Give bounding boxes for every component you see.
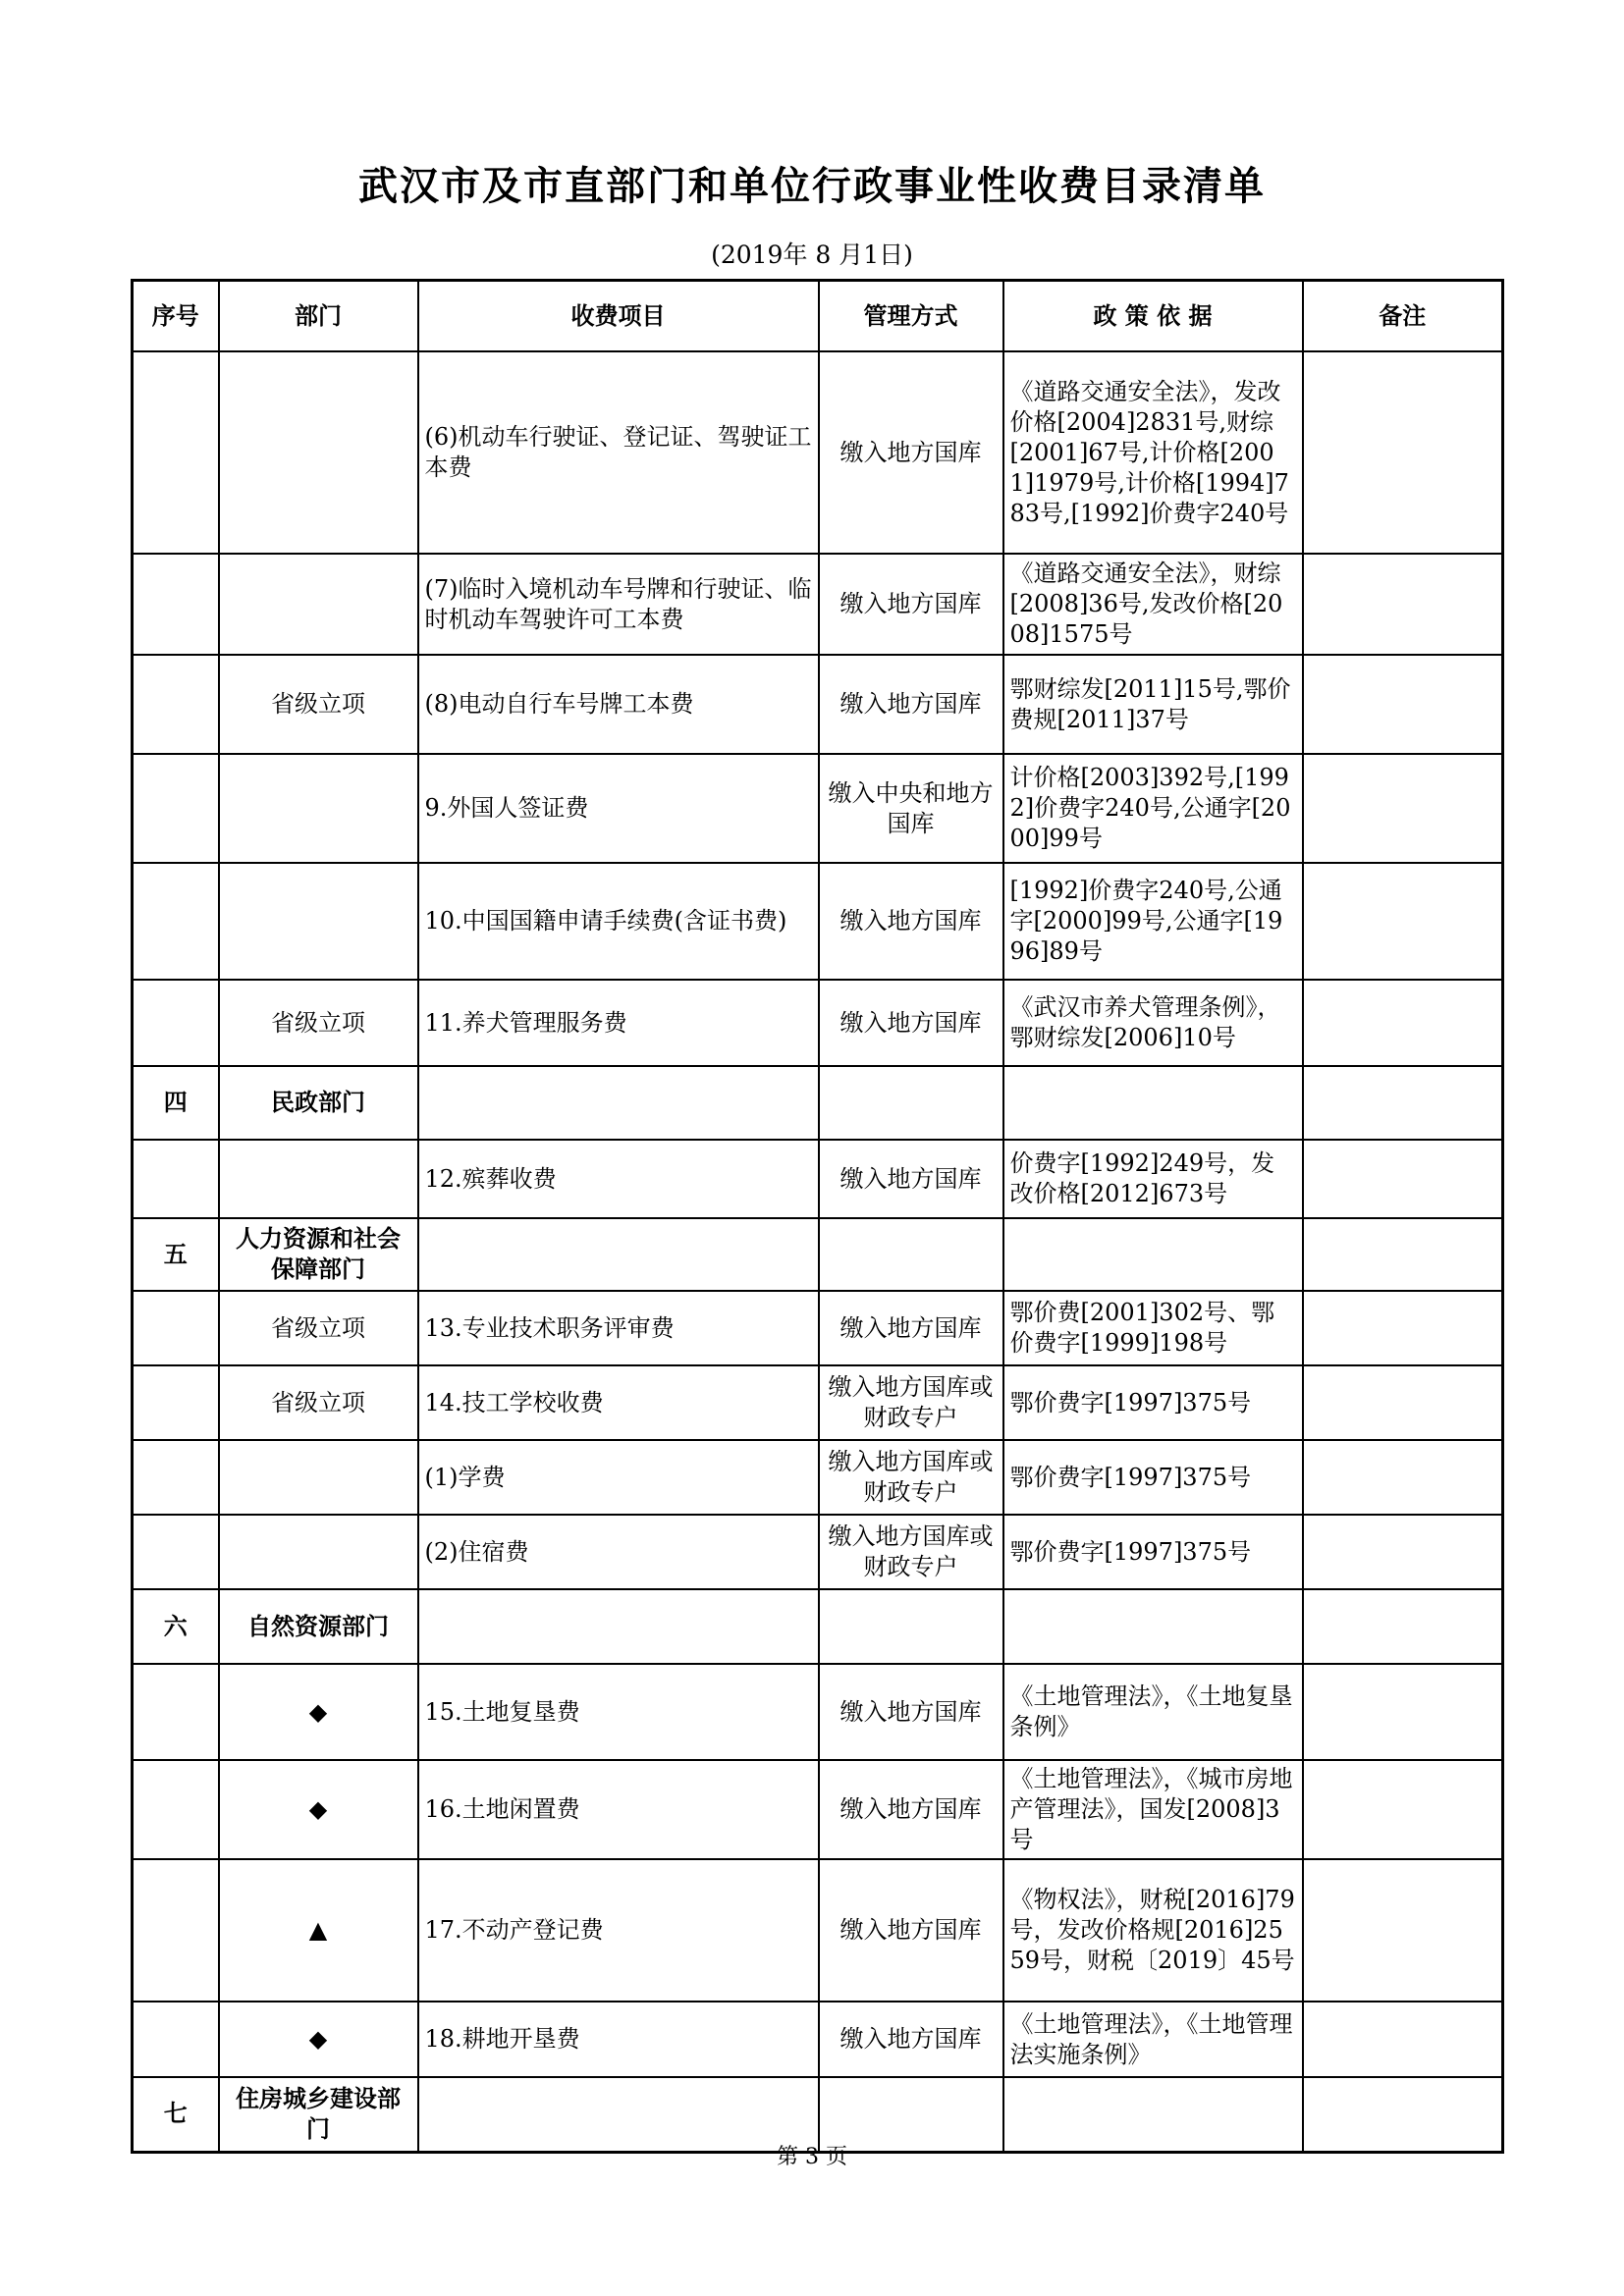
- row-mgmt: 缴入地方国库: [819, 1664, 1003, 1760]
- row-no: [133, 1140, 219, 1218]
- page-number: 第 3 页: [777, 2145, 847, 2169]
- row-note: [1303, 1218, 1503, 1291]
- row-mgmt: 缴入中央和地方国库: [819, 754, 1003, 863]
- row-dept: 省级立项: [219, 1365, 418, 1440]
- row-note: [1303, 554, 1503, 655]
- table-row: [133, 1291, 1503, 1365]
- section-row: [133, 1589, 1503, 1664]
- row-basis: 鄂价费字[1997]375号: [1003, 1440, 1303, 1515]
- document-date: (2019年 8 月1日): [711, 240, 913, 269]
- table-row: [133, 351, 1503, 554]
- header-no: 序号: [133, 281, 219, 352]
- row-basis: 《道路交通安全法》，财综[2008]36号,发改价格[2008]1575号: [1003, 554, 1303, 655]
- section-row: [133, 1066, 1503, 1140]
- row-item: (2)住宿费: [418, 1515, 819, 1589]
- row-basis: 价费字[1992]249号，发改价格[2012]673号: [1003, 1140, 1303, 1218]
- row-basis: 《土地管理法》，《土地复垦条例》: [1003, 1664, 1303, 1760]
- row-note: [1303, 863, 1503, 980]
- row-item: 16.土地闲置费: [418, 1760, 819, 1859]
- header-item: 收费项目: [418, 281, 819, 352]
- row-no: [133, 1515, 219, 1589]
- triangle-icon: ▲: [219, 1859, 418, 2002]
- row-no: [133, 1859, 219, 2002]
- row-basis: 鄂价费字[1997]375号: [1003, 1365, 1303, 1440]
- row-no: [133, 1760, 219, 1859]
- row-basis: 《土地管理法》，《城市房地产管理法》，国发[2008]3号: [1003, 1760, 1303, 1859]
- row-dept: [219, 754, 418, 863]
- header-basis: 政 策 依 据: [1003, 281, 1303, 352]
- table-row: [133, 1760, 1503, 1859]
- row-no: [133, 2002, 219, 2077]
- row-item: (8)电动自行车号牌工本费: [418, 655, 819, 754]
- row-item: 14.技工学校收费: [418, 1365, 819, 1440]
- section-no: 七: [133, 2077, 219, 2152]
- row-dept: [219, 1440, 418, 1515]
- row-note: [1303, 1066, 1503, 1140]
- section-no: 六: [133, 1589, 219, 1664]
- row-note: [1303, 1291, 1503, 1365]
- row-dept: [219, 863, 418, 980]
- row-dept: 省级立项: [219, 1291, 418, 1365]
- row-dept: 省级立项: [219, 980, 418, 1066]
- row-note: [1303, 1515, 1503, 1589]
- table-header-row: [133, 281, 1503, 352]
- section-no: 五: [133, 1218, 219, 1291]
- row-mgmt: 缴入地方国库或财政专户: [819, 1515, 1003, 1589]
- row-mgmt: 缴入地方国库: [819, 351, 1003, 554]
- row-mgmt: 缴入地方国库: [819, 1760, 1003, 1859]
- row-item: 12.殡葬收费: [418, 1140, 819, 1218]
- row-item: (1)学费: [418, 1440, 819, 1515]
- row-note: [1303, 1440, 1503, 1515]
- row-item: [418, 1589, 819, 1664]
- row-mgmt: [819, 1066, 1003, 1140]
- row-mgmt: 缴入地方国库: [819, 863, 1003, 980]
- diamond-icon: ◆: [219, 2002, 418, 2077]
- row-dept: [219, 351, 418, 554]
- row-mgmt: 缴入地方国库: [819, 655, 1003, 754]
- row-item: [418, 1218, 819, 1291]
- row-basis: 计价格[2003]392号,[1992]价费字240号,公通字[2000]99号: [1003, 754, 1303, 863]
- row-note: [1303, 1140, 1503, 1218]
- row-no: [133, 863, 219, 980]
- table-row: [133, 863, 1503, 980]
- row-note: [1303, 2002, 1503, 2077]
- table-row: [133, 1664, 1503, 1760]
- row-no: [133, 980, 219, 1066]
- row-no: [133, 1440, 219, 1515]
- row-no: [133, 1365, 219, 1440]
- row-dept: 省级立项: [219, 655, 418, 754]
- table-row: [133, 754, 1503, 863]
- row-note: [1303, 1589, 1503, 1664]
- row-no: [133, 351, 219, 554]
- row-mgmt: 缴入地方国库: [819, 1859, 1003, 2002]
- header-mgmt: 管理方式: [819, 281, 1003, 352]
- table-row: [133, 980, 1503, 1066]
- table-row: [133, 1365, 1503, 1440]
- row-basis: 《物权法》，财税[2016]79号，发改价格规[2016]2559号，财税〔2019〕45号: [1003, 1859, 1303, 2002]
- row-item: [418, 1066, 819, 1140]
- diamond-icon: ◆: [219, 1664, 418, 1760]
- row-no: [133, 754, 219, 863]
- table-row: [133, 1140, 1503, 1218]
- row-basis: 鄂价费字[1997]375号: [1003, 1515, 1303, 1589]
- row-mgmt: 缴入地方国库: [819, 2002, 1003, 2077]
- row-no: [133, 554, 219, 655]
- diamond-icon: ◆: [219, 1760, 418, 1859]
- row-note: [1303, 351, 1503, 554]
- row-no: [133, 1291, 219, 1365]
- row-mgmt: 缴入地方国库: [819, 1140, 1003, 1218]
- row-dept: [219, 554, 418, 655]
- section-dept: 民政部门: [219, 1066, 418, 1140]
- row-mgmt: 缴入地方国库: [819, 554, 1003, 655]
- row-item: 11.养犬管理服务费: [418, 980, 819, 1066]
- row-mgmt: 缴入地方国库或财政专户: [819, 1365, 1003, 1440]
- row-note: [1303, 1365, 1503, 1440]
- table-row: [133, 1440, 1503, 1515]
- table-row: [133, 1515, 1503, 1589]
- section-dept: 自然资源部门: [219, 1589, 418, 1664]
- row-basis: 《土地管理法》，《土地管理法实施条例》: [1003, 2002, 1303, 2077]
- row-item: (6)机动车行驶证、登记证、驾驶证工本费: [418, 351, 819, 554]
- row-basis: 《武汉市养犬管理条例》，鄂财综发[2006]10号: [1003, 980, 1303, 1066]
- header-note: 备注: [1303, 281, 1503, 352]
- row-basis: [1003, 1218, 1303, 1291]
- row-item: 13.专业技术职务评审费: [418, 1291, 819, 1365]
- row-note: [1303, 1664, 1503, 1760]
- section-row: [133, 1218, 1503, 1291]
- row-mgmt: 缴入地方国库: [819, 980, 1003, 1066]
- row-basis: [1992]价费字240号,公通字[2000]99号,公通字[1996]89号: [1003, 863, 1303, 980]
- table-row: [133, 2002, 1503, 2077]
- row-item: (7)临时入境机动车号牌和行驶证、临时机动车驾驶许可工本费: [418, 554, 819, 655]
- row-dept: [219, 1140, 418, 1218]
- row-dept: [219, 1515, 418, 1589]
- row-note: [1303, 1760, 1503, 1859]
- row-note: [1303, 1859, 1503, 2002]
- header-dept: 部门: [219, 281, 418, 352]
- row-item: 15.土地复垦费: [418, 1664, 819, 1760]
- row-note: [1303, 754, 1503, 863]
- row-basis: 鄂财综发[2011]15号,鄂价费规[2011]37号: [1003, 655, 1303, 754]
- row-basis: 鄂价费[2001]302号、鄂价费字[1999]198号: [1003, 1291, 1303, 1365]
- row-mgmt: [819, 1589, 1003, 1664]
- row-basis: 《道路交通安全法》，发改价格[2004]2831号,财综[2001]67号,计价格[2001]1979号,计价格[1994]783号,[1992]价费字240号: [1003, 351, 1303, 554]
- section-dept: 住房城乡建设部门: [219, 2077, 418, 2152]
- table-row: [133, 655, 1503, 754]
- row-note: [1303, 980, 1503, 1066]
- row-mgmt: 缴入地方国库或财政专户: [819, 1440, 1003, 1515]
- row-item: 17.不动产登记费: [418, 1859, 819, 2002]
- fee-catalog-table: [131, 279, 1504, 2154]
- row-basis: [1003, 1589, 1303, 1664]
- row-basis: [1003, 1066, 1303, 1140]
- row-item: 10.中国国籍申请手续费(含证书费): [418, 863, 819, 980]
- table-row: [133, 1859, 1503, 2002]
- row-mgmt: 缴入地方国库: [819, 1291, 1003, 1365]
- section-dept: 人力资源和社会保障部门: [219, 1218, 418, 1291]
- table-row: [133, 554, 1503, 655]
- row-no: [133, 1664, 219, 1760]
- row-item: 9.外国人签证费: [418, 754, 819, 863]
- row-item: 18.耕地开垦费: [418, 2002, 819, 2077]
- row-no: [133, 655, 219, 754]
- section-no: 四: [133, 1066, 219, 1140]
- row-mgmt: [819, 1218, 1003, 1291]
- row-note: [1303, 655, 1503, 754]
- document-title: 武汉市及市直部门和单位行政事业性收费目录清单: [358, 164, 1266, 209]
